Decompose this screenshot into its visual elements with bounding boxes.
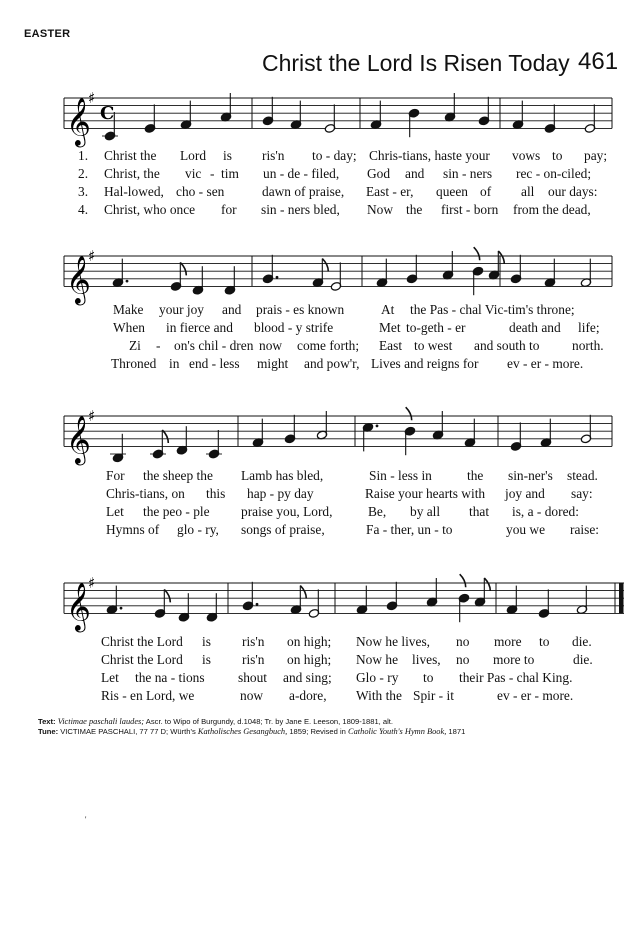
lyric: a-dore, xyxy=(289,688,327,703)
verse-number: 2. xyxy=(78,166,89,181)
key-signature-sharp: ♯ xyxy=(88,89,96,107)
lyric: prais - es known xyxy=(256,302,345,317)
lyric: Christ the Lord xyxy=(101,652,183,667)
lyric: to xyxy=(539,634,550,649)
verse-line xyxy=(0,302,640,319)
lyric: dawn of praise, xyxy=(262,184,345,199)
lyric: life; xyxy=(578,320,600,335)
lyric: Hal-lowed, xyxy=(104,184,164,199)
lyric: ev - er - more. xyxy=(497,688,574,703)
lyric: ev - er - more. xyxy=(507,356,584,371)
verse-number: 3. xyxy=(78,184,89,199)
key-signature-sharp: ♯ xyxy=(88,247,96,265)
lyric: Met xyxy=(379,320,401,335)
lyric: hap - py day xyxy=(247,486,314,501)
lyric: rec - on-ciled; xyxy=(516,166,592,181)
verse-line xyxy=(0,504,640,521)
lyric: shout xyxy=(238,670,268,685)
lyric: of xyxy=(480,184,492,199)
lyric: queen xyxy=(436,184,468,199)
lyric: Lamb has bled, xyxy=(241,468,324,483)
lyric: - xyxy=(156,338,161,353)
lyric: is xyxy=(202,634,211,649)
lyric: Spir - it xyxy=(413,688,454,703)
hymn-number: 461 xyxy=(578,48,619,75)
lyric: more xyxy=(494,634,522,649)
verse-line xyxy=(0,486,640,503)
note-flag xyxy=(162,430,168,443)
lyric: on high; xyxy=(287,634,332,649)
lyric: East xyxy=(379,338,403,353)
note-flag xyxy=(474,247,480,260)
lyric: to west xyxy=(414,338,453,353)
lyric: the peo - ple xyxy=(143,504,210,519)
lyric: sin - ners xyxy=(443,166,493,181)
lyric: is xyxy=(202,652,211,667)
lyric: vic xyxy=(185,166,202,181)
treble-clef-icon: 𝄞 xyxy=(66,254,91,304)
lyric: your joy xyxy=(159,302,205,317)
credit-title: Katholisches Gesangbuch, xyxy=(197,727,288,736)
time-signature: C xyxy=(100,103,115,125)
lyric: to-geth - er xyxy=(406,320,466,335)
lyric: come forth; xyxy=(297,338,360,353)
footnote-mark: ' xyxy=(85,815,87,824)
lyric: our days: xyxy=(548,184,598,199)
lyric: all xyxy=(521,184,535,199)
verse-number: 4. xyxy=(78,202,89,217)
lyric: and xyxy=(222,302,242,317)
lyric: and south to xyxy=(474,338,540,353)
lyric: their Pas - chal King. xyxy=(459,670,573,685)
lyric: from the dead, xyxy=(513,202,591,217)
lyric: by all xyxy=(410,504,441,519)
lyric: praise you, Lord, xyxy=(241,504,333,519)
lyric: Now he xyxy=(356,652,399,667)
lyric: sin-ner's xyxy=(508,468,553,483)
verse-line xyxy=(0,338,640,355)
credit-detail: Ascr. to Wipo of Burgundy, d.1048; Tr. by Jane E. Leeson, 1809-1881, alt. xyxy=(145,717,394,726)
lyric: the na - tions xyxy=(135,670,205,685)
note-flag xyxy=(460,574,466,587)
lyric: now xyxy=(259,338,283,353)
lyric: the xyxy=(467,468,484,483)
lyric: For xyxy=(106,468,125,483)
note-flag xyxy=(300,586,306,599)
hymn-title: Christ the Lord Is Risen Today xyxy=(262,50,570,76)
lyric: Lord xyxy=(180,148,207,163)
lyric: Christ, who once xyxy=(104,202,196,217)
music-staff xyxy=(0,573,640,643)
lyric: God xyxy=(367,166,391,181)
lyric: tim xyxy=(221,166,239,181)
key-signature-sharp: ♯ xyxy=(88,574,96,592)
lyric: cho - sen xyxy=(176,184,225,199)
lyric: Be, xyxy=(368,504,387,519)
lyric: to - day; xyxy=(312,148,357,163)
lyric: might xyxy=(257,356,289,371)
text-credit xyxy=(38,717,393,726)
lyric: the Pas - chal Vic-tim's throne; xyxy=(410,302,575,317)
credit-label: Tune: xyxy=(38,727,59,736)
lyric: vows xyxy=(512,148,541,163)
lyric: and sing; xyxy=(283,670,332,685)
lyric: Chris-tians, on xyxy=(106,486,185,501)
lyric: un - de - filed, xyxy=(263,166,340,181)
lyric: Throned xyxy=(111,356,157,371)
lyric: in xyxy=(169,356,180,371)
lyric: now xyxy=(240,688,264,703)
lyric: is, a - dored: xyxy=(512,504,579,519)
verse-line xyxy=(0,320,640,337)
lyric: ris'n xyxy=(242,652,265,667)
key-signature-sharp: ♯ xyxy=(88,407,96,425)
lyric: glo - ry, xyxy=(177,522,219,537)
credit-detail: VICTIMAE PASCHALI, 77 77 D; Würth's xyxy=(60,727,196,736)
lyric: this xyxy=(206,486,226,501)
lyric: you we xyxy=(506,522,546,537)
note-flag xyxy=(322,259,328,272)
lyric: Ris - en Lord, we xyxy=(101,688,195,703)
lyric: Make xyxy=(113,302,144,317)
lyric: Hymns of xyxy=(106,522,160,537)
lyric: ris'n xyxy=(242,634,265,649)
credit-label: Text: xyxy=(38,717,56,726)
lyric: and xyxy=(405,166,425,181)
lyric: lives, xyxy=(412,652,441,667)
lyric: joy and xyxy=(505,486,545,501)
note-dot xyxy=(276,276,279,279)
lyric: blood - y strife xyxy=(254,320,334,335)
verse-line xyxy=(0,634,640,651)
lyric: Christ, the xyxy=(104,166,160,181)
lyric: When xyxy=(113,320,145,335)
lyric: to xyxy=(552,148,563,163)
lyric: songs of praise, xyxy=(241,522,325,537)
verse-line xyxy=(0,166,640,183)
lyric: to xyxy=(423,670,434,685)
section-label: EASTER xyxy=(24,28,71,40)
lyric: no xyxy=(456,634,470,649)
lyric: Fa - ther, un - to xyxy=(366,522,453,537)
lyric: ris'n xyxy=(262,148,285,163)
note-flag xyxy=(164,589,170,602)
verse-line xyxy=(0,148,640,165)
verse-number: 1. xyxy=(78,148,89,163)
lyric: Raise your hearts with xyxy=(365,486,486,501)
lyric: the xyxy=(406,202,423,217)
lyric: Now he lives, xyxy=(356,634,431,649)
lyric: the sheep the xyxy=(143,468,213,483)
verse-line xyxy=(0,356,640,373)
treble-clef-icon: 𝄞 xyxy=(66,581,91,631)
verse-line xyxy=(0,652,640,669)
lyric: Lives and reigns for xyxy=(371,356,479,371)
lyric: die. xyxy=(572,634,592,649)
lyric: end - less xyxy=(189,356,240,371)
verse-line xyxy=(0,184,640,201)
verse-line xyxy=(0,522,640,539)
lyric: At xyxy=(381,302,395,317)
credit-detail: 1871 xyxy=(448,727,466,736)
note-flag xyxy=(484,578,490,591)
lyric: Christ the xyxy=(104,148,157,163)
credit-title: Catholic Youth's Hymn Book, xyxy=(348,727,447,736)
lyric: Let xyxy=(106,504,124,519)
note-flag xyxy=(180,262,186,275)
lyric: north. xyxy=(572,338,604,353)
lyric: With the xyxy=(356,688,402,703)
tune-credit xyxy=(38,727,465,736)
lyric: Glo - ry xyxy=(356,670,399,685)
note-dot xyxy=(120,607,123,610)
note-dot xyxy=(256,603,259,606)
music-staff xyxy=(0,406,640,476)
lyric: stead. xyxy=(567,468,598,483)
lyric: raise: xyxy=(570,522,599,537)
lyric: sin - ners bled, xyxy=(261,202,340,217)
credit-detail: 1859; Revised in xyxy=(289,727,346,736)
lyric: Zi xyxy=(129,338,141,353)
lyric: Now xyxy=(367,202,394,217)
lyric: no xyxy=(456,652,470,667)
lyric: Sin - less in xyxy=(369,468,432,483)
lyric: Let xyxy=(101,670,119,685)
lyric: in fierce and xyxy=(166,320,233,335)
lyric: Chris-tians, haste your xyxy=(369,148,490,163)
lyric: that xyxy=(469,504,490,519)
final-barline xyxy=(619,583,624,613)
lyric: more to xyxy=(493,652,535,667)
lyric: death and xyxy=(509,320,561,335)
lyric: - xyxy=(210,166,215,181)
lyric: say: xyxy=(571,486,593,501)
verse-line xyxy=(0,468,640,485)
lyric: Christ the Lord xyxy=(101,634,183,649)
note-dot xyxy=(126,280,129,283)
lyric: for xyxy=(221,202,237,217)
verse-line xyxy=(0,670,640,687)
verse-line xyxy=(0,202,640,219)
lyric: and pow'r, xyxy=(304,356,360,371)
lyric: first - born xyxy=(441,202,499,217)
lyric: East - er, xyxy=(366,184,414,199)
verse-line xyxy=(0,688,640,705)
note-flag xyxy=(406,407,412,420)
lyric: die. xyxy=(573,652,593,667)
lyric: pay; xyxy=(584,148,608,163)
note-flag xyxy=(498,251,504,264)
lyric: on high; xyxy=(287,652,332,667)
treble-clef-icon: 𝄞 xyxy=(66,96,91,146)
credit-title: Victimae paschali laudes; xyxy=(57,717,145,726)
lyric: is xyxy=(223,148,232,163)
treble-clef-icon: 𝄞 xyxy=(66,414,91,464)
note-dot xyxy=(376,425,379,428)
lyric: on's chil - dren xyxy=(174,338,254,353)
